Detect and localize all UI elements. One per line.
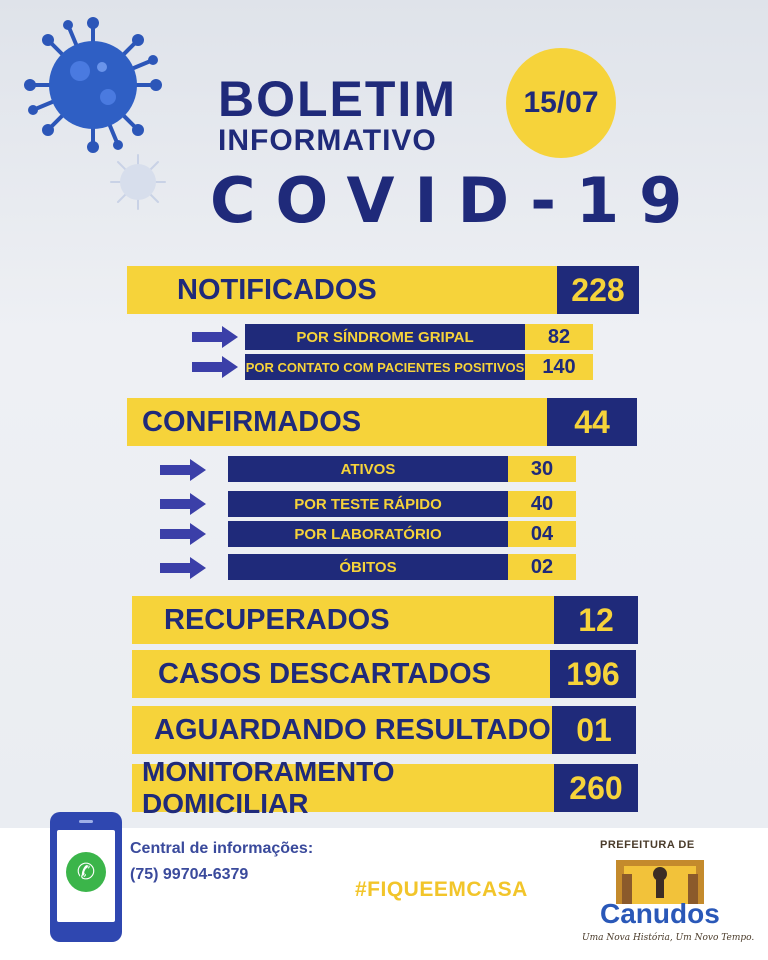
aguardando-value: 01 [552,706,636,754]
aguardando-row [132,706,636,754]
confirmados-row [127,398,637,446]
recuperados-label: RECUPERADOS [132,596,554,644]
phone-speaker [79,820,93,823]
sub-label: ÓBITOS [228,554,508,580]
monitoramento-row [132,756,638,819]
sub-label: POR CONTATO COM PACIENTES POSITIVOS [245,354,525,380]
logo-canudos: Canudos [600,898,720,929]
confirmados-sub-row [228,521,576,547]
sub-label: POR TESTE RÁPIDO [228,491,508,517]
date-badge: 15/07 [506,48,616,158]
recuperados-value: 12 [554,596,638,644]
notificados-sub-row [245,354,593,380]
aguardando-label: AGUARDANDO RESULTADO [132,706,552,754]
notificados-row [127,266,639,314]
arrow-right-icon [160,493,206,515]
confirmados-sub-row [228,456,576,482]
descartados-label: CASOS DESCARTADOS [132,650,550,698]
title-boletim: BOLETIM [218,71,457,127]
confirmados-value: 44 [547,398,637,446]
logo-prefeitura: PREFEITURA DE [600,839,695,851]
confirmados-label: CONFIRMADOS [127,398,547,446]
monitoramento-value: 260 [554,764,638,812]
notificados-value: 228 [557,266,639,314]
virus-icon [108,152,168,212]
title-covid: COVID-19 [210,164,703,237]
monitoramento-label: MONITORAMENTO DOMICILIAR [132,764,554,812]
confirmados-sub-row [228,554,576,580]
arrow-right-icon [192,356,238,378]
info-label: Central de informações: [130,840,314,857]
notificados-sub-row [245,324,593,350]
descartados-value: 196 [550,650,636,698]
virus-icon [18,15,168,155]
logo-slogan: Uma Nova História, Um Novo Tempo. [582,933,755,943]
info-phone: (75) 99704-6379 [130,866,249,883]
title-informativo: INFORMATIVO [218,124,437,157]
sub-value: 04 [508,521,576,547]
canudos-logo-emblem [612,854,708,904]
sub-value: 82 [525,324,593,350]
descartados-row [132,650,636,698]
arrow-right-icon [160,459,206,481]
sub-label: POR SÍNDROME GRIPAL [245,324,525,350]
sub-label: ATIVOS [228,456,508,482]
sub-value: 30 [508,456,576,482]
arrow-right-icon [192,326,238,348]
hashtag: #FIQUEEMCASA [355,878,528,901]
sub-value: 40 [508,491,576,517]
confirmados-sub-row [228,491,576,517]
sub-value: 140 [525,354,593,380]
sub-label: POR LABORATÓRIO [228,521,508,547]
recuperados-row [132,596,638,644]
notificados-label: NOTIFICADOS [127,266,557,314]
sub-value: 02 [508,554,576,580]
arrow-right-icon [160,557,206,579]
arrow-right-icon [160,523,206,545]
call-icon: ✆ [66,852,106,892]
